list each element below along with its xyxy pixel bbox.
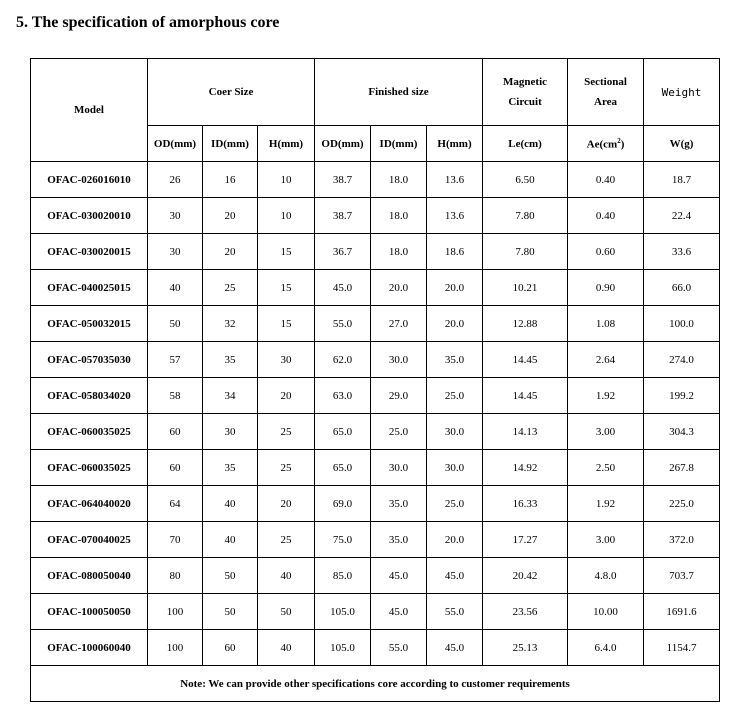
cell-core-id: 40 [203, 486, 258, 522]
cell-model: OFAC-030020015 [31, 234, 148, 270]
cell-le: 14.13 [483, 414, 568, 450]
table-row [31, 306, 720, 342]
cell-w: 703.7 [644, 558, 720, 594]
cell-model: OFAC-100060040 [31, 630, 148, 666]
cell-fin-h: 20.0 [427, 270, 483, 306]
subheader-ae-suffix: ) [620, 138, 625, 151]
cell-core-id: 16 [203, 162, 258, 198]
table-row [31, 234, 720, 270]
cell-w: 304.3 [644, 414, 720, 450]
cell-fin-od: 62.0 [315, 342, 371, 378]
table-body [31, 162, 720, 666]
cell-le: 12.88 [483, 306, 568, 342]
cell-core-id: 34 [203, 378, 258, 414]
table-row [31, 414, 720, 450]
cell-model: OFAC-058034020 [31, 378, 148, 414]
cell-fin-h: 13.6 [427, 198, 483, 234]
cell-fin-od: 105.0 [315, 630, 371, 666]
cell-w: 267.8 [644, 450, 720, 486]
subheader-le: Le(cm) [483, 126, 568, 162]
cell-w: 274.0 [644, 342, 720, 378]
subheader-fin-h: H(mm) [427, 126, 483, 162]
cell-core-od: 57 [148, 342, 203, 378]
table-row [31, 198, 720, 234]
cell-core-h: 40 [258, 558, 315, 594]
cell-core-od: 100 [148, 594, 203, 630]
cell-ae: 3.00 [568, 522, 644, 558]
cell-core-id: 30 [203, 414, 258, 450]
cell-le: 16.33 [483, 486, 568, 522]
cell-fin-od: 45.0 [315, 270, 371, 306]
cell-w: 100.0 [644, 306, 720, 342]
table-row [31, 270, 720, 306]
cell-fin-h: 45.0 [427, 558, 483, 594]
table-row [31, 594, 720, 630]
cell-core-h: 25 [258, 450, 315, 486]
cell-ae: 10.00 [568, 594, 644, 630]
cell-fin-id: 30.0 [371, 342, 427, 378]
cell-core-id: 25 [203, 270, 258, 306]
cell-core-od: 60 [148, 414, 203, 450]
cell-fin-h: 18.6 [427, 234, 483, 270]
cell-core-od: 100 [148, 630, 203, 666]
cell-core-id: 35 [203, 342, 258, 378]
cell-core-od: 70 [148, 522, 203, 558]
cell-core-h: 20 [258, 486, 315, 522]
cell-w: 33.6 [644, 234, 720, 270]
cell-model: OFAC-026016010 [31, 162, 148, 198]
cell-fin-id: 18.0 [371, 198, 427, 234]
cell-le: 20.42 [483, 558, 568, 594]
cell-core-id: 40 [203, 522, 258, 558]
cell-fin-h: 30.0 [427, 450, 483, 486]
header-magnetic-circuit-line1: Magnetic [503, 76, 548, 88]
cell-core-h: 20 [258, 378, 315, 414]
cell-ae: 4.8.0 [568, 558, 644, 594]
cell-model: OFAC-057035030 [31, 342, 148, 378]
cell-le: 7.80 [483, 198, 568, 234]
cell-core-id: 20 [203, 234, 258, 270]
cell-fin-h: 45.0 [427, 630, 483, 666]
cell-core-od: 50 [148, 306, 203, 342]
cell-w: 225.0 [644, 486, 720, 522]
cell-ae: 3.00 [568, 414, 644, 450]
cell-fin-od: 85.0 [315, 558, 371, 594]
cell-fin-id: 18.0 [371, 234, 427, 270]
cell-fin-id: 35.0 [371, 522, 427, 558]
cell-fin-od: 69.0 [315, 486, 371, 522]
cell-fin-od: 38.7 [315, 162, 371, 198]
subheader-core-id: ID(mm) [203, 126, 258, 162]
cell-core-h: 10 [258, 162, 315, 198]
header-sectional-area-line1: Sectional [584, 76, 627, 88]
subheader-fin-od: OD(mm) [315, 126, 371, 162]
cell-core-id: 35 [203, 450, 258, 486]
cell-core-h: 15 [258, 306, 315, 342]
cell-core-id: 20 [203, 198, 258, 234]
cell-fin-id: 35.0 [371, 486, 427, 522]
cell-model: OFAC-060035025 [31, 414, 148, 450]
cell-fin-h: 25.0 [427, 378, 483, 414]
cell-ae: 0.40 [568, 198, 644, 234]
cell-fin-id: 20.0 [371, 270, 427, 306]
cell-core-od: 80 [148, 558, 203, 594]
cell-le: 6.50 [483, 162, 568, 198]
cell-ae: 6.4.0 [568, 630, 644, 666]
table-row [31, 378, 720, 414]
cell-ae: 0.40 [568, 162, 644, 198]
cell-core-od: 30 [148, 198, 203, 234]
cell-model: OFAC-060035025 [31, 450, 148, 486]
spec-table [30, 58, 720, 702]
cell-core-id: 60 [203, 630, 258, 666]
cell-fin-od: 75.0 [315, 522, 371, 558]
subheader-ae [568, 126, 644, 162]
cell-core-h: 15 [258, 270, 315, 306]
subheader-ae-sup: 2 [617, 136, 621, 145]
cell-fin-od: 105.0 [315, 594, 371, 630]
cell-w: 1691.6 [644, 594, 720, 630]
page-title: 5. The specification of amorphous core [16, 14, 280, 31]
cell-model: OFAC-070040025 [31, 522, 148, 558]
cell-fin-id: 18.0 [371, 162, 427, 198]
cell-w: 372.0 [644, 522, 720, 558]
cell-ae: 0.90 [568, 270, 644, 306]
cell-fin-h: 55.0 [427, 594, 483, 630]
cell-core-h: 10 [258, 198, 315, 234]
cell-le: 14.45 [483, 378, 568, 414]
table-row [31, 342, 720, 378]
table-note: Note: We can provide other specifications core according to customer requirements [31, 666, 720, 702]
cell-core-h: 50 [258, 594, 315, 630]
cell-fin-id: 29.0 [371, 378, 427, 414]
cell-fin-od: 38.7 [315, 198, 371, 234]
header-model: Model [31, 59, 148, 162]
cell-model: OFAC-030020010 [31, 198, 148, 234]
table-row [31, 450, 720, 486]
cell-model: OFAC-064040020 [31, 486, 148, 522]
cell-fin-id: 30.0 [371, 450, 427, 486]
subheader-w: W(g) [644, 126, 720, 162]
cell-le: 17.27 [483, 522, 568, 558]
cell-fin-id: 25.0 [371, 414, 427, 450]
cell-model: OFAC-050032015 [31, 306, 148, 342]
header-magnetic-circuit-line2: Circuit [508, 96, 542, 108]
cell-le: 10.21 [483, 270, 568, 306]
cell-core-h: 25 [258, 414, 315, 450]
table-row [31, 630, 720, 666]
header-weight: Weight [644, 59, 720, 126]
cell-fin-od: 65.0 [315, 450, 371, 486]
subheader-ae-prefix: Ae(cm [586, 138, 618, 151]
cell-fin-od: 65.0 [315, 414, 371, 450]
cell-model: OFAC-040025015 [31, 270, 148, 306]
cell-model: OFAC-100050050 [31, 594, 148, 630]
cell-fin-h: 25.0 [427, 486, 483, 522]
cell-ae: 0.60 [568, 234, 644, 270]
cell-le: 23.56 [483, 594, 568, 630]
cell-fin-h: 20.0 [427, 306, 483, 342]
cell-w: 66.0 [644, 270, 720, 306]
header-core-size: Coer Size [148, 59, 315, 126]
header-sectional-area-line2: Area [594, 96, 618, 108]
cell-w: 22.4 [644, 198, 720, 234]
cell-core-od: 40 [148, 270, 203, 306]
cell-core-od: 60 [148, 450, 203, 486]
cell-ae: 2.64 [568, 342, 644, 378]
cell-w: 1154.7 [644, 630, 720, 666]
cell-fin-id: 45.0 [371, 558, 427, 594]
cell-core-h: 30 [258, 342, 315, 378]
cell-le: 14.45 [483, 342, 568, 378]
header-finished-size: Finished size [315, 59, 483, 126]
subheader-fin-id: ID(mm) [371, 126, 427, 162]
cell-le: 14.92 [483, 450, 568, 486]
cell-core-od: 58 [148, 378, 203, 414]
cell-fin-h: 20.0 [427, 522, 483, 558]
cell-le: 7.80 [483, 234, 568, 270]
cell-ae: 2.50 [568, 450, 644, 486]
header-magnetic-circuit [483, 59, 568, 126]
cell-le: 25.13 [483, 630, 568, 666]
table-row [31, 162, 720, 198]
cell-core-h: 25 [258, 522, 315, 558]
cell-ae: 1.08 [568, 306, 644, 342]
cell-fin-id: 27.0 [371, 306, 427, 342]
cell-fin-h: 13.6 [427, 162, 483, 198]
table-row [31, 558, 720, 594]
header-sectional-area [568, 59, 644, 126]
cell-w: 18.7 [644, 162, 720, 198]
cell-model: OFAC-080050040 [31, 558, 148, 594]
cell-core-id: 50 [203, 594, 258, 630]
cell-fin-id: 55.0 [371, 630, 427, 666]
cell-fin-od: 55.0 [315, 306, 371, 342]
cell-core-h: 15 [258, 234, 315, 270]
table-row [31, 522, 720, 558]
cell-fin-od: 36.7 [315, 234, 371, 270]
cell-core-id: 32 [203, 306, 258, 342]
cell-ae: 1.92 [568, 486, 644, 522]
cell-core-od: 30 [148, 234, 203, 270]
subheader-core-h: H(mm) [258, 126, 315, 162]
cell-ae: 1.92 [568, 378, 644, 414]
cell-core-id: 50 [203, 558, 258, 594]
table-row [31, 486, 720, 522]
cell-fin-h: 35.0 [427, 342, 483, 378]
cell-fin-h: 30.0 [427, 414, 483, 450]
subheader-core-od: OD(mm) [148, 126, 203, 162]
cell-core-od: 64 [148, 486, 203, 522]
cell-fin-od: 63.0 [315, 378, 371, 414]
cell-fin-id: 45.0 [371, 594, 427, 630]
cell-core-h: 40 [258, 630, 315, 666]
cell-w: 199.2 [644, 378, 720, 414]
cell-core-od: 26 [148, 162, 203, 198]
